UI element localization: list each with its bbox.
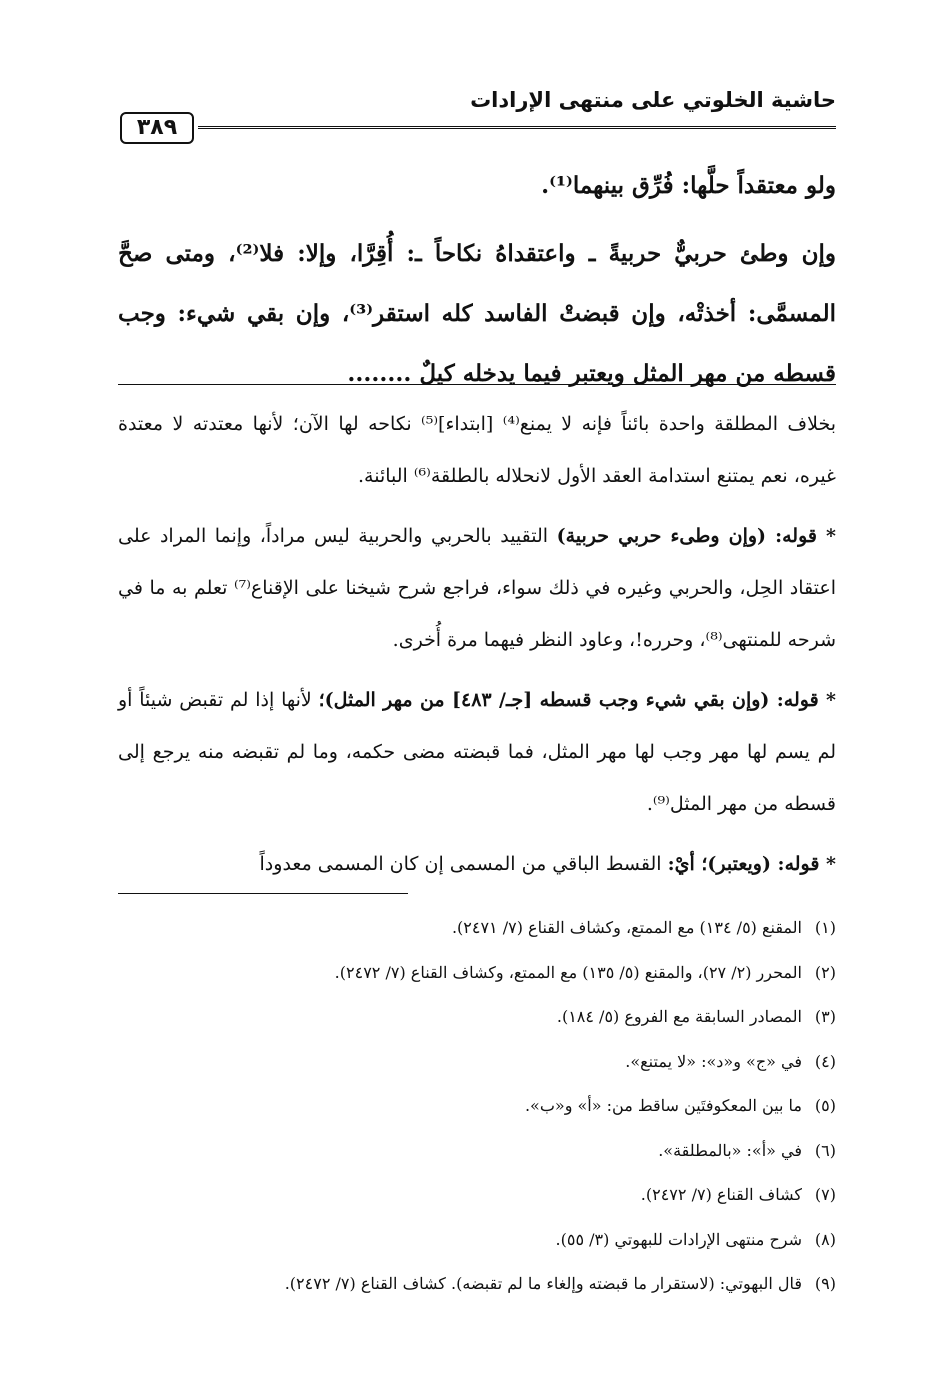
commentary-text [118,398,836,898]
matn-paragraph: ولو معتقداً حلَّها: فُرِّق بينهما⁽¹⁾. [541,172,836,199]
footnote-text: المحرر (٢/ ٢٧)، والمقنع (٥/ ١٣٥) مع الممتع، وكشاف القناع (٧/ ٢٤٧٢). [334,962,802,982]
footnotes-list [118,906,836,1307]
footnote-item [118,1218,836,1263]
commentary-lead: * قوله: (ويعتبر)؛ أيْ: [667,853,836,875]
footnote-text: في «ج» و«د»: «لا يمتنع». [625,1051,802,1071]
footnote-item [118,995,836,1040]
footnote-text: المصادر السابقة مع الفروع (٥/ ١٨٤). [556,1007,802,1026]
commentary-paragraph [118,838,836,890]
footnote-number: (٧) [814,1185,836,1204]
page-number-box: ٣٨٩ [120,112,194,144]
commentary-body: بخلاف المطلقة واحدة بائناً فإنه لا يمنع⁽⁴⁾ [ابتداء]⁽⁵⁾ نكاحه لها الآن؛ لأنها معتدته لا معتدة غيره، نعم يمتنع استدامة العقد الأول لانحلاله بالطلقة⁽⁶⁾ البائنة. [118,413,837,487]
footnote-item [118,951,836,996]
footnote-item [118,1173,836,1218]
footnote-item [118,1084,836,1129]
footnote-number: (٩) [814,1274,836,1293]
footnote-separator [118,893,408,894]
footnote-number: (٣) [814,1007,836,1026]
footnote-number: (٥) [814,1096,836,1115]
footnote-number: (٨) [814,1229,836,1249]
commentary-body: التقييد بالحربي والحربية ليس مراداً، وإنما المراد على اعتقاد الحِل، والحربي وغيره في ذلك سواء، فراجع شرح شيخنا على الإقناع⁽⁷⁾ تعلم به ما في شرحه للمنتهى⁽⁸⁾، وحرره!، وعاود النظر فيهما مرة أُخرى. [118,525,836,651]
footnote-number: (١) [814,918,836,937]
commentary-lead: * قوله: (وإن وطىء حربي حربية) [556,525,836,547]
matn-paragraph: وإن وطئ حربيٌّ حربيةً ـ واعتقداهُ نكاحاً ـ: أُقِرَّا، وإلا: فلا⁽²⁾، ومتى صحَّ المسمَّى: أخذتْه، وإن قبضتْ الفاسد كله استقر⁽³⁾، وإن بقي شيء: وجب قسطه من مهر المثل ويعتبر فيما يدخله كيلٌ ........ [118,240,837,387]
footnote-text: كشاف القناع (٧/ ٢٤٧٢). [640,1185,802,1204]
footnote-item [118,1129,836,1174]
header-rule [198,126,836,129]
matn-separator [118,384,836,385]
page-header [118,88,836,148]
footnote-text: في «أ»: «بالمطلقة». [658,1140,802,1160]
footnote-number: (٦) [814,1140,836,1160]
footnote-text: ما بين المعكوفتَين ساقط من: «أ» و«ب». [524,1096,802,1115]
footnote-text: المقنع (٥/ ١٣٤) مع الممتع، وكشاف القناع (٧/ ٢٤٧١). [451,918,802,937]
commentary-paragraph [118,674,836,830]
matn-text [118,156,836,404]
commentary-paragraph [118,398,836,502]
footnote-text: شرح منتهى الإرادات للبهوتي (٣/ ٥٥). [555,1229,802,1249]
footnote-number: (٤) [814,1051,836,1071]
footnote-item [118,1262,836,1307]
footnote-item [118,1040,836,1085]
book-page [118,0,836,1381]
footnote-number: (٢) [814,962,836,982]
commentary-body: لأنها إذا لم تقبض شيئاً أو لم يسم لها مهر وجب لها مهر المثل، فما قبضته مضى حكمه، وما لم تقبضه منه يرجع إلى قسطه من مهر المثل⁽⁹⁾. [118,689,836,815]
footnote-item [118,906,836,951]
commentary-lead: * قوله: (وإن بقي شيء وجب قسطه [جـ/ ٤٨٣] من مهر المثل)؛ [318,689,836,711]
footnote-text: قال البهوتي: (لاستقرار ما قبضته وإلغاء ما لم تقبضه). كشاف القناع (٧/ ٢٤٧٢). [284,1274,802,1293]
commentary-body: القسط الباقي من المسمى إن كان المسمى معدوداً [259,853,668,875]
commentary-paragraph [118,510,836,666]
running-title: حاشية الخلوتي على منتهى الإرادات [470,88,836,112]
